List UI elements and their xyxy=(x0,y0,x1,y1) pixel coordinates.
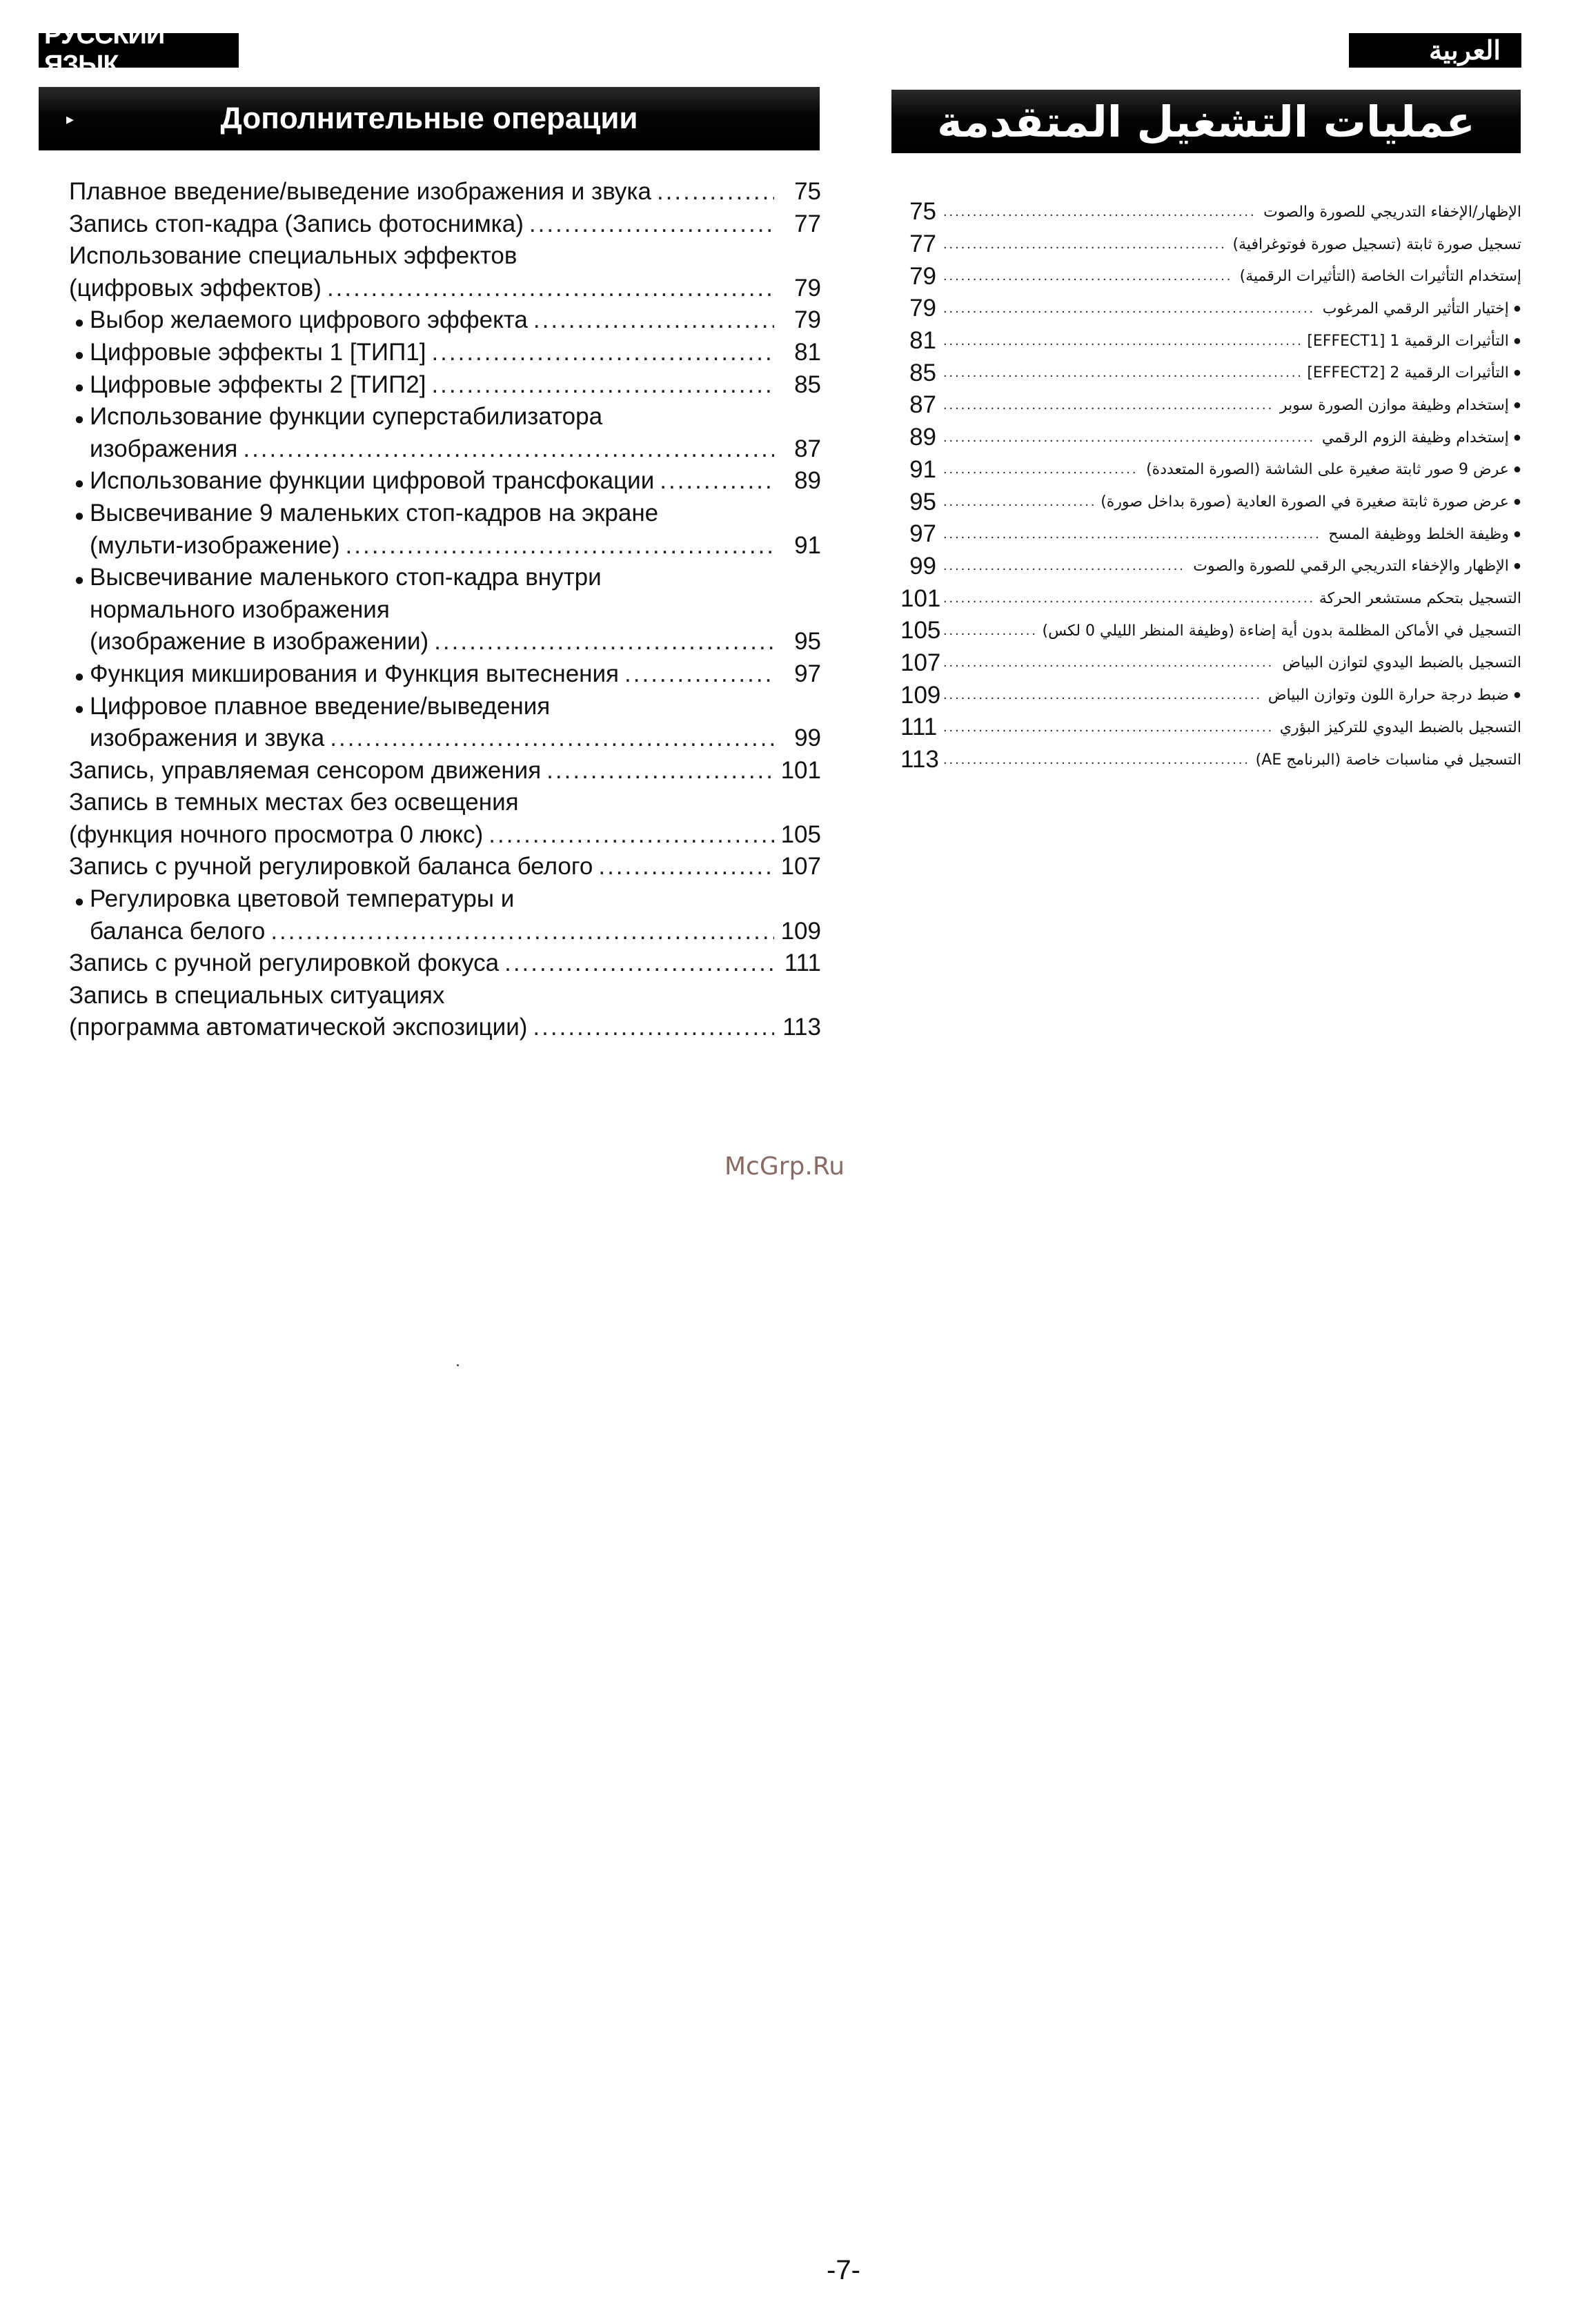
toc-entry xyxy=(69,465,821,498)
toc-entry-text: Использование функции суперстабилизатора xyxy=(90,403,603,431)
dot-leader xyxy=(943,365,1300,381)
toc-entry xyxy=(900,486,1521,518)
toc-entry-text: Использование специальных эффектов xyxy=(69,242,517,270)
arabic-table-of-contents xyxy=(900,196,1521,776)
dot-leader xyxy=(943,397,1273,413)
toc-entry-text: Плавное введение/выведение изображения и звука xyxy=(69,178,651,205)
toc-page-number: 85 xyxy=(794,371,821,398)
page-number: -7- xyxy=(827,2255,860,2285)
bullet-icon: ● xyxy=(1512,687,1521,703)
bullet-icon: ● xyxy=(74,506,85,525)
dot-leader xyxy=(431,369,774,402)
toc-page-number: 79 xyxy=(909,262,936,290)
toc-page-number: 105 xyxy=(900,617,941,644)
toc-entry-text: баланса белого xyxy=(90,917,266,945)
toc-entry xyxy=(900,679,1521,711)
arabic-section-title: عمليات التشغيل المتقدمة xyxy=(937,96,1475,147)
dot-leader xyxy=(943,494,1094,510)
toc-entry-text: Запись с ручной регулировкой фокуса xyxy=(69,949,500,977)
toc-entry-text: Запись, управляемая сенсором движения xyxy=(69,756,542,784)
toc-page-number: 109 xyxy=(900,681,941,709)
bullet-icon: ● xyxy=(1512,429,1521,445)
toc-page-number: 95 xyxy=(794,628,821,656)
dot-leader xyxy=(943,526,1321,542)
toc-page-number: 77 xyxy=(794,210,821,237)
dot-leader xyxy=(943,204,1256,220)
toc-entry xyxy=(69,240,821,273)
toc-page-number: 109 xyxy=(780,917,821,945)
dot-leader xyxy=(624,658,774,691)
toc-page-number: 87 xyxy=(794,435,821,462)
toc-page-number: 81 xyxy=(794,338,821,366)
dot-leader xyxy=(346,530,774,562)
dot-leader xyxy=(529,208,774,241)
toc-page-number: 99 xyxy=(794,725,821,752)
toc-page-number: 75 xyxy=(909,198,936,226)
toc-entry-text: التسجيل بتحكم مستشعر الحركة xyxy=(1319,590,1521,608)
dot-leader xyxy=(327,273,774,305)
toc-entry xyxy=(900,228,1521,261)
toc-page-number: 101 xyxy=(900,584,941,612)
scan-speck xyxy=(457,1364,459,1366)
toc-entry-text: وظيفة الخلط ووظيفة المسح xyxy=(1328,525,1509,543)
toc-entry-text: Цифровое плавное введение/выведения xyxy=(90,692,551,720)
toc-entry-text: изображения xyxy=(90,435,238,462)
toc-entry-text: التسجيل بالضبط اليدوي لتوازن البياض xyxy=(1282,654,1521,672)
dot-leader xyxy=(598,851,774,883)
bullet-icon: ● xyxy=(1512,462,1521,477)
banner-ornament-icon: ▸ xyxy=(66,110,75,128)
dot-leader xyxy=(943,430,1315,446)
toc-page-number: 105 xyxy=(780,820,821,848)
toc-entry-text: إستخدام وظيفة موازن الصورة سوبر xyxy=(1280,396,1509,414)
toc-entry-text: إستخدام وظيفة الزوم الرقمي xyxy=(1321,429,1509,446)
toc-entry-text: Выбор желаемого цифрового эффекта xyxy=(90,306,528,334)
bullet-icon: ● xyxy=(74,474,85,493)
bullet-icon: ● xyxy=(74,571,85,590)
toc-entry xyxy=(900,615,1521,647)
toc-page-number: 91 xyxy=(909,455,936,483)
dot-leader xyxy=(504,947,774,980)
dot-leader xyxy=(533,304,774,337)
toc-entry-text: (цифровых эффектов) xyxy=(69,274,322,302)
toc-entry xyxy=(900,582,1521,615)
toc-entry xyxy=(69,273,821,305)
toc-entry xyxy=(69,916,821,948)
toc-entry-text: التسجيل في الأماكن المظلمة بدون أية إضاءة (وظيفة المنظر الليلي 0 لكس) xyxy=(1042,622,1521,640)
dot-leader xyxy=(533,1012,774,1044)
toc-entry xyxy=(900,196,1521,228)
dot-leader xyxy=(943,591,1312,607)
toc-page-number: 111 xyxy=(784,949,821,977)
toc-entry-text: Регулировка цветовой температуры и xyxy=(90,885,515,913)
dot-leader xyxy=(489,819,774,851)
toc-entry-text: Использование функции цифровой трансфокации xyxy=(90,467,655,495)
toc-entry-text: ضبط درجة حرارة اللون وتوازن البياض xyxy=(1267,687,1509,705)
toc-entry xyxy=(69,401,821,433)
bullet-icon: ● xyxy=(74,410,85,429)
toc-page-number: 91 xyxy=(794,531,821,559)
toc-entry xyxy=(69,594,821,627)
toc-entry xyxy=(69,176,821,208)
toc-entry xyxy=(69,498,821,530)
toc-entry xyxy=(900,518,1521,551)
russian-language-tag: РУССКИЙ ЯЗЫК xyxy=(39,33,239,68)
toc-entry xyxy=(900,325,1521,357)
toc-page-number: 101 xyxy=(780,756,821,784)
toc-page-number: 77 xyxy=(909,230,936,258)
dot-leader xyxy=(943,720,1273,736)
dot-leader xyxy=(943,301,1316,317)
toc-entry xyxy=(69,691,821,723)
toc-entry-text: عرض 9 صور ثابتة صغيرة على الشاشة (الصورة المتعددة) xyxy=(1146,461,1509,479)
dot-leader xyxy=(943,462,1139,477)
toc-entry xyxy=(900,711,1521,744)
dot-leader xyxy=(431,337,774,369)
toc-entry-text: Высвечивание 9 маленьких стоп-кадров на экране xyxy=(90,499,659,526)
toc-entry xyxy=(69,787,821,819)
toc-entry-text: Функция микширования и Функция вытеснения xyxy=(90,660,620,687)
toc-entry xyxy=(900,551,1521,583)
toc-entry xyxy=(900,744,1521,776)
toc-entry xyxy=(69,433,821,466)
bullet-icon: ● xyxy=(1512,558,1521,574)
bullet-icon: ● xyxy=(1512,397,1521,413)
arabic-section-banner xyxy=(891,90,1521,153)
toc-entry xyxy=(69,626,821,658)
toc-page-number: 79 xyxy=(909,295,936,322)
toc-page-number: 79 xyxy=(794,274,821,302)
russian-section-title: Дополнительные операции xyxy=(220,101,638,135)
toc-entry-text: Запись в темных местах без освещения xyxy=(69,789,519,816)
toc-entry xyxy=(900,389,1521,422)
toc-entry xyxy=(69,208,821,241)
dot-leader xyxy=(943,623,1036,639)
toc-page-number: 95 xyxy=(909,488,936,515)
toc-page-number: 79 xyxy=(794,306,821,334)
toc-page-number: 107 xyxy=(900,649,941,676)
bullet-icon: ● xyxy=(74,667,85,686)
toc-entry xyxy=(69,722,821,755)
toc-entry xyxy=(69,369,821,402)
bullet-icon: ● xyxy=(74,377,85,397)
dot-leader xyxy=(943,333,1300,349)
dot-leader xyxy=(943,752,1249,768)
dot-leader xyxy=(943,237,1226,253)
toc-entry-text: нормального изображения xyxy=(90,595,390,623)
toc-entry-text: Высвечивание маленького стоп-кадра внутри xyxy=(90,564,602,591)
toc-entry-text: التسجيل بالضبط اليدوي للتركيز البؤري xyxy=(1279,718,1521,736)
dot-leader xyxy=(270,916,774,948)
dot-leader xyxy=(657,176,774,208)
bullet-icon: ● xyxy=(74,345,85,364)
dot-leader xyxy=(546,755,774,787)
toc-entry xyxy=(69,304,821,337)
toc-page-number: 107 xyxy=(780,853,821,880)
dot-leader xyxy=(943,558,1186,574)
toc-entry xyxy=(69,980,821,1012)
toc-entry xyxy=(900,357,1521,389)
toc-entry xyxy=(69,562,821,594)
toc-entry xyxy=(69,1012,821,1044)
toc-entry xyxy=(69,530,821,562)
toc-entry-text: الإظهار والإخفاء التدريجي الرقمي للصورة والصوت xyxy=(1193,558,1509,575)
bullet-icon: ● xyxy=(74,892,85,912)
bullet-icon: ● xyxy=(1512,333,1521,348)
dot-leader xyxy=(943,687,1261,703)
dot-leader xyxy=(243,433,774,466)
toc-entry xyxy=(69,819,821,851)
toc-page-number: 89 xyxy=(909,424,936,451)
dot-leader xyxy=(943,655,1275,671)
toc-entry xyxy=(900,293,1521,325)
toc-entry-text: (программа автоматической экспозиции) xyxy=(69,1014,528,1041)
toc-page-number: 97 xyxy=(794,660,821,687)
bullet-icon: ● xyxy=(74,699,85,718)
arabic-language-tag: العربية xyxy=(1349,33,1521,68)
toc-page-number: 111 xyxy=(900,713,938,741)
toc-entry-text: Запись с ручной регулировкой баланса белого xyxy=(69,853,593,880)
dot-leader xyxy=(434,626,774,658)
toc-entry-text: изображения и звука xyxy=(90,725,325,752)
toc-entry xyxy=(69,947,821,980)
toc-entry xyxy=(900,454,1521,486)
toc-entry-text: Цифровые эффекты 1 [ТИП1] xyxy=(90,338,426,366)
toc-page-number: 113 xyxy=(900,746,939,774)
bullet-icon: ● xyxy=(1512,494,1521,510)
toc-entry-text: Запись стоп-кадра (Запись фотоснимка) xyxy=(69,210,524,237)
toc-entry-text: عرض صورة ثابتة صغيرة في الصورة العادية (صورة بداخل صورة) xyxy=(1101,493,1509,511)
toc-entry xyxy=(69,337,821,369)
toc-entry-text: التأثيرات الرقمية 2 [EFFECT2] xyxy=(1307,364,1509,382)
dot-leader xyxy=(330,722,774,755)
toc-entry-text: التأثيرات الرقمية 1 [EFFECT1] xyxy=(1307,332,1509,350)
toc-page-number: 97 xyxy=(909,520,936,548)
toc-entry-text: إختيار التأثير الرقمي المرغوب xyxy=(1322,299,1509,317)
toc-page-number: 75 xyxy=(794,178,821,205)
toc-entry xyxy=(900,260,1521,293)
toc-page-number: 85 xyxy=(909,359,936,386)
russian-table-of-contents xyxy=(69,176,821,1044)
toc-page-number: 81 xyxy=(909,327,936,355)
dot-leader xyxy=(660,465,774,498)
bullet-icon: ● xyxy=(74,313,85,333)
toc-entry-text: (изображение в изображении) xyxy=(90,628,429,656)
watermark: McGrp.Ru xyxy=(724,1152,845,1181)
toc-entry-text: (функция ночного просмотра 0 люкс) xyxy=(69,820,484,848)
toc-page-number: 113 xyxy=(782,1014,821,1041)
toc-entry-text: التسجيل في مناسبات خاصة (البرنامج AE) xyxy=(1255,751,1521,769)
russian-section-banner xyxy=(39,87,820,150)
dot-leader xyxy=(943,268,1233,284)
toc-entry xyxy=(69,755,821,787)
bullet-icon: ● xyxy=(1512,365,1521,381)
toc-entry-text: Цифровые эффекты 2 [ТИП2] xyxy=(90,371,426,398)
toc-entry-text: Запись в специальных ситуациях xyxy=(69,981,445,1009)
toc-entry xyxy=(900,422,1521,454)
toc-page-number: 99 xyxy=(909,552,936,580)
toc-page-number: 87 xyxy=(909,391,936,419)
toc-entry-text: (мульти-изображение) xyxy=(90,531,340,559)
toc-entry xyxy=(69,851,821,883)
toc-entry xyxy=(69,883,821,916)
bullet-icon: ● xyxy=(1512,300,1521,316)
bullet-icon: ● xyxy=(1512,526,1521,542)
toc-entry-text: تسجيل صورة ثابتة (تسجيل صورة فوتوغرافية) xyxy=(1232,235,1521,253)
toc-page-number: 89 xyxy=(794,467,821,495)
toc-entry-text: إستخدام التأثيرات الخاصة (التأثيرات الرقمية) xyxy=(1239,268,1521,286)
toc-entry xyxy=(69,658,821,691)
toc-entry xyxy=(900,647,1521,680)
toc-entry-text: الإظهار/الإخفاء التدريجي للصورة والصوت xyxy=(1263,203,1521,221)
